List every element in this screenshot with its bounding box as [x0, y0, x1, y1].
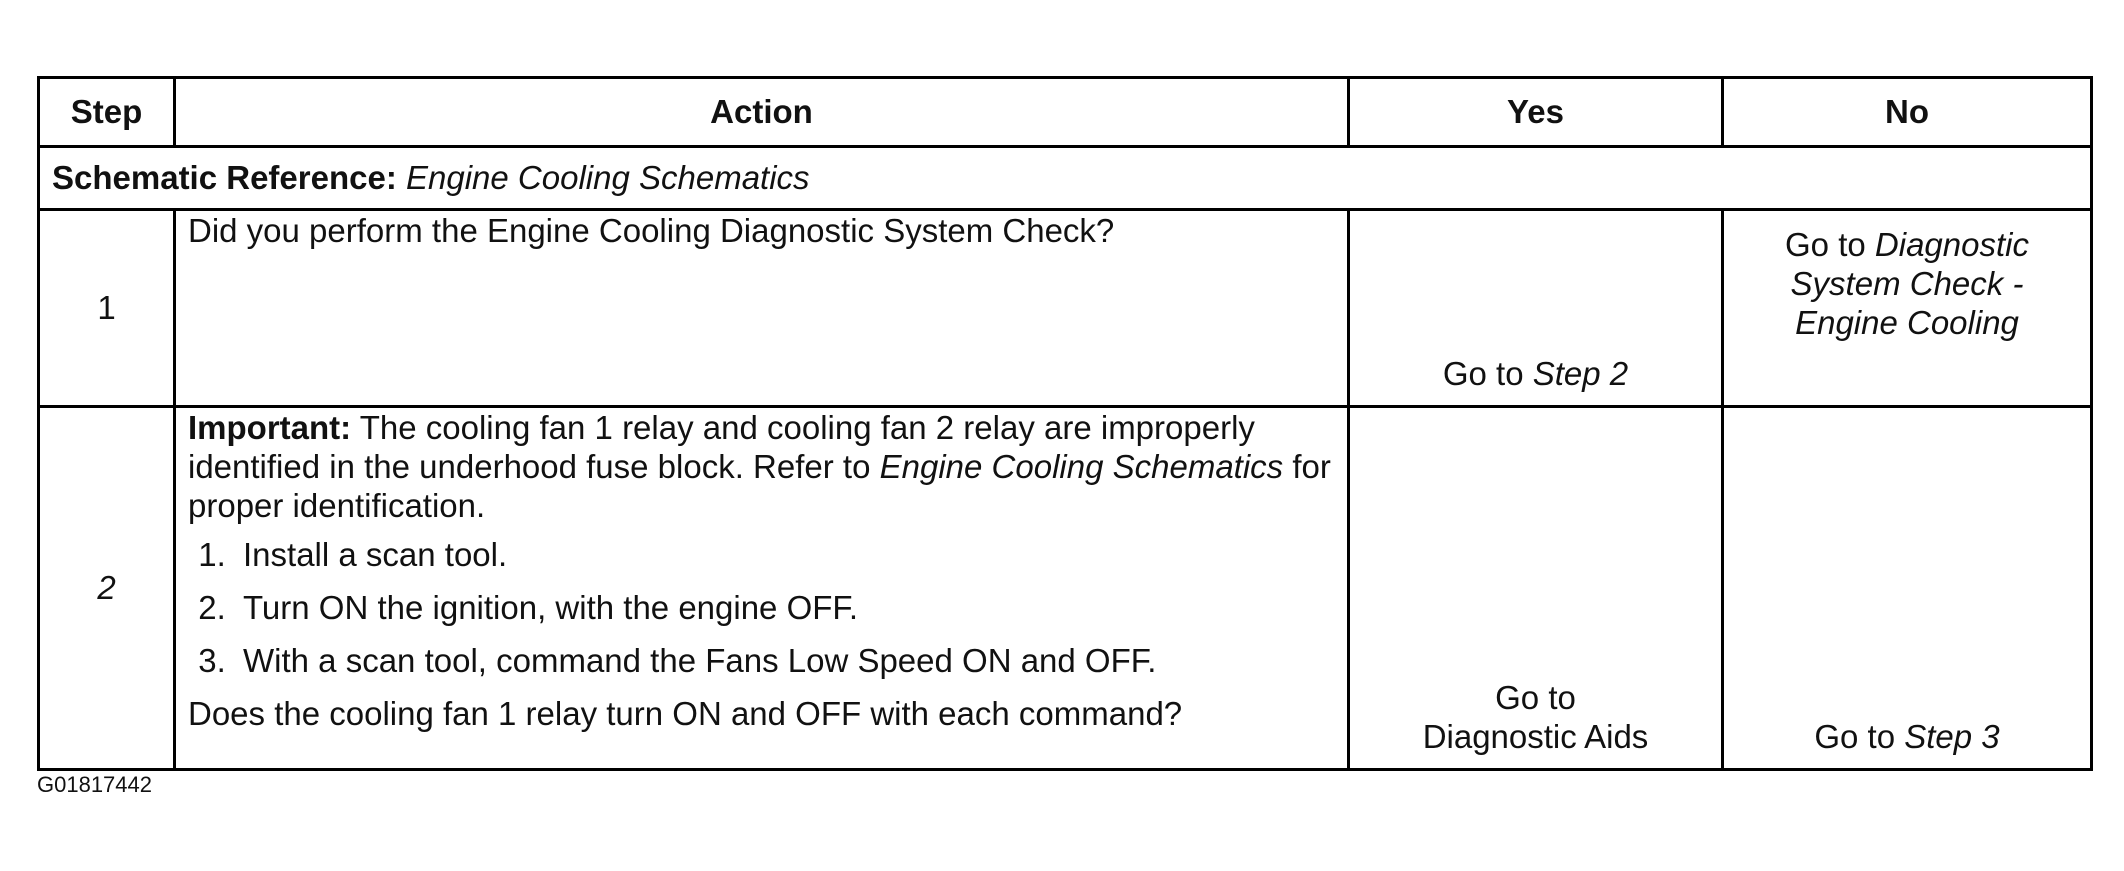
step-action: Did you perform the Engine Cooling Diagnostic System Check? — [175, 210, 1349, 407]
step-action — [175, 407, 1349, 770]
step-no — [1723, 210, 2092, 407]
step-yes — [1349, 407, 1723, 770]
step-question: Does the cooling fan 1 relay turn ON and OFF with each command? — [188, 695, 1183, 732]
step-number: 2 — [39, 407, 175, 770]
schematic-reference-link[interactable]: Engine Cooling Schematics — [406, 159, 810, 196]
schematic-reference-label: Schematic Reference: — [52, 159, 397, 196]
substep-list — [188, 535, 1335, 681]
important-note — [188, 408, 1335, 525]
header-yes: Yes — [1349, 78, 1723, 147]
header-no: No — [1723, 78, 2092, 147]
important-text-end: for proper identification. — [188, 448, 1331, 524]
no-link[interactable]: Diagnostic System Check - Engine Cooling — [1790, 226, 2029, 341]
step-number: 1 — [39, 210, 175, 407]
step-yes — [1349, 210, 1723, 407]
step-row-2 — [39, 407, 2092, 770]
important-link[interactable]: Engine Cooling Schematics — [879, 448, 1284, 485]
figure-id: G01817442 — [37, 772, 152, 797]
schematic-reference — [39, 147, 2092, 210]
yes-prefix: Go to — [1442, 355, 1533, 392]
header-step: Step — [39, 78, 175, 147]
no-prefix: Go to — [1814, 718, 1905, 755]
important-label: Important: — [188, 409, 352, 446]
header-action: Action — [175, 78, 1349, 147]
schematic-reference-row — [39, 147, 2092, 210]
important-text: The cooling fan 1 relay and cooling fan 2 relay are improperly identified in the underhood fuse block. Refer to — [188, 409, 1255, 485]
no-prefix: Go to — [1785, 226, 1875, 263]
step-no — [1723, 407, 2092, 770]
header-row — [39, 78, 2092, 147]
step-row-1 — [39, 210, 2092, 407]
substep-item: 2. Turn ON the ignition, with the engine OFF. — [235, 588, 1335, 628]
substep-item: 3. With a scan tool, command the Fans Low Speed ON and OFF. — [235, 641, 1335, 681]
no-link[interactable]: Step 3 — [1904, 718, 2000, 755]
yes-line-1: Go to — [1495, 679, 1576, 716]
substep-item: 1. Install a scan tool. — [235, 535, 1335, 575]
yes-link[interactable]: Step 2 — [1532, 355, 1629, 392]
diagnostic-table — [37, 76, 2093, 771]
yes-link[interactable]: Diagnostic Aids — [1422, 718, 1649, 755]
